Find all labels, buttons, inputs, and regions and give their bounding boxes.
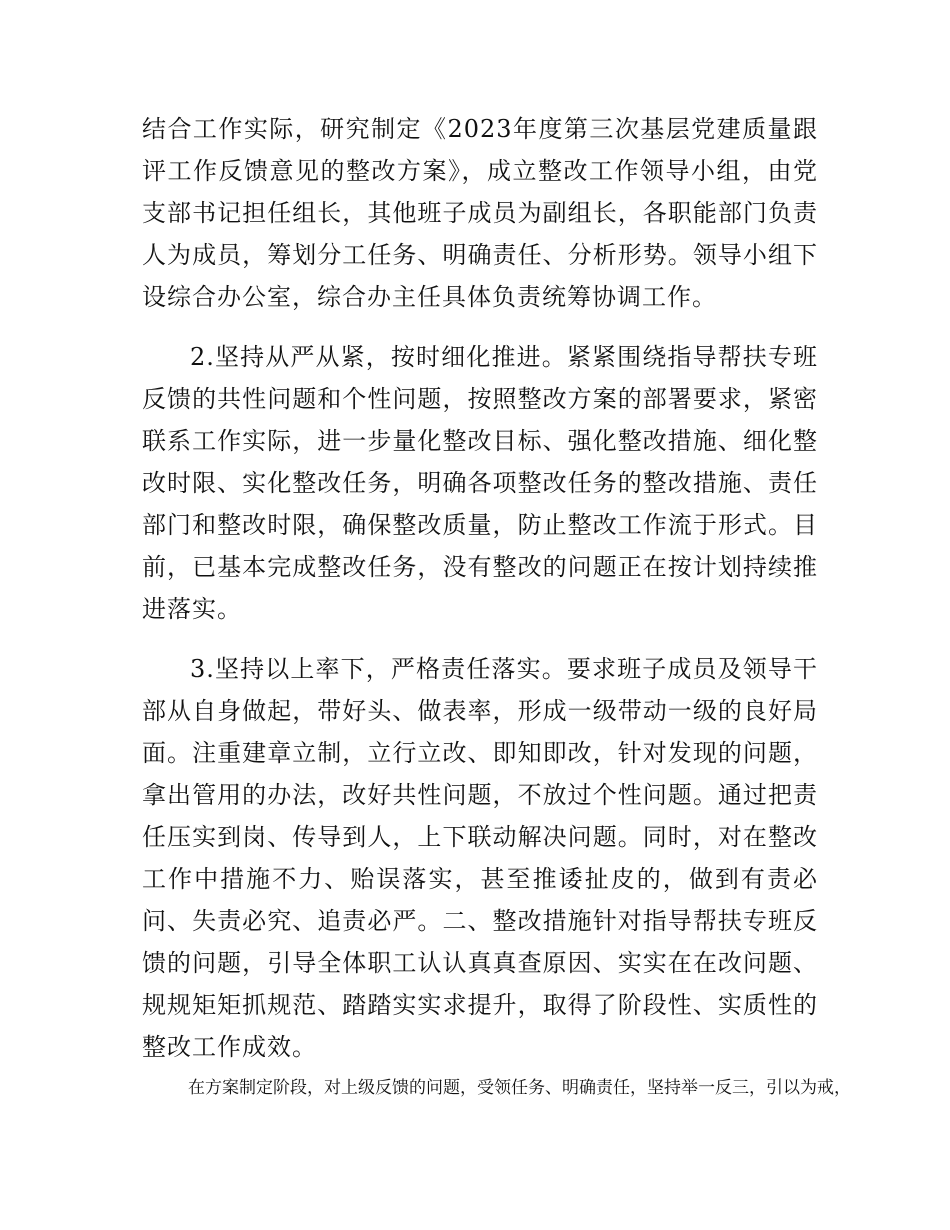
paragraph-1: 结合工作实际，研究制定《2023年度第三次基层党建质量跟评工作反馈意见的整改方案》，成立整改工作领导小组，由党支部书记担任组长，其他班子成员为副组长，各职能部门负责人为成员，筹划分工任务、明确责任、分析形势。领导小组下设综合办公室，综合办主任具体负责统筹协调工作。 [142,115,818,311]
document-body [142,108,818,1068]
paragraph-3: 3.坚持以上率下，严格责任落实。要求班子成员及领导干部从自身做起，带好头、做表率，形成一级带动一级的良好局面。注重建章立制，立行立改、即知即改，针对发现的问题，拿出管用的办法，改好共性问题，不放过个性问题。通过把责任压实到岗、传导到人，上下联动解决问题。同时，对在整改工作中措施不力、贻误落实，甚至推诿扯皮的，做到有责必问、失责必究、追责必严。二、整改措施针对指导帮扶专班反馈的问题，引导全体职工认认真真查原因、实实在在改问题、规规矩矩抓规范、踏踏实实求提升，取得了阶段性、实质性的整改工作成效。 [142,655,818,1061]
paragraph-2: 2.坚持从严从紧，按时细化推进。紧紧围绕指导帮扶专班反馈的共性问题和个性问题，按照整改方案的部署要求，紧密联系工作实际，进一步量化整改目标、强化整改措施、细化整改时限、实化整改任务，明确各项整改任务的整改措施、责任部门和整改时限，确保整改质量，防止整改工作流于形式。目前，已基本完成整改任务，没有整改的问题正在按计划持续推进落实。 [142,343,818,623]
small-text-line: 在方案制定阶段，对上级反馈的问题，受领任务、明确责任，坚持举一反三，引以为戒， [188,1078,851,1098]
